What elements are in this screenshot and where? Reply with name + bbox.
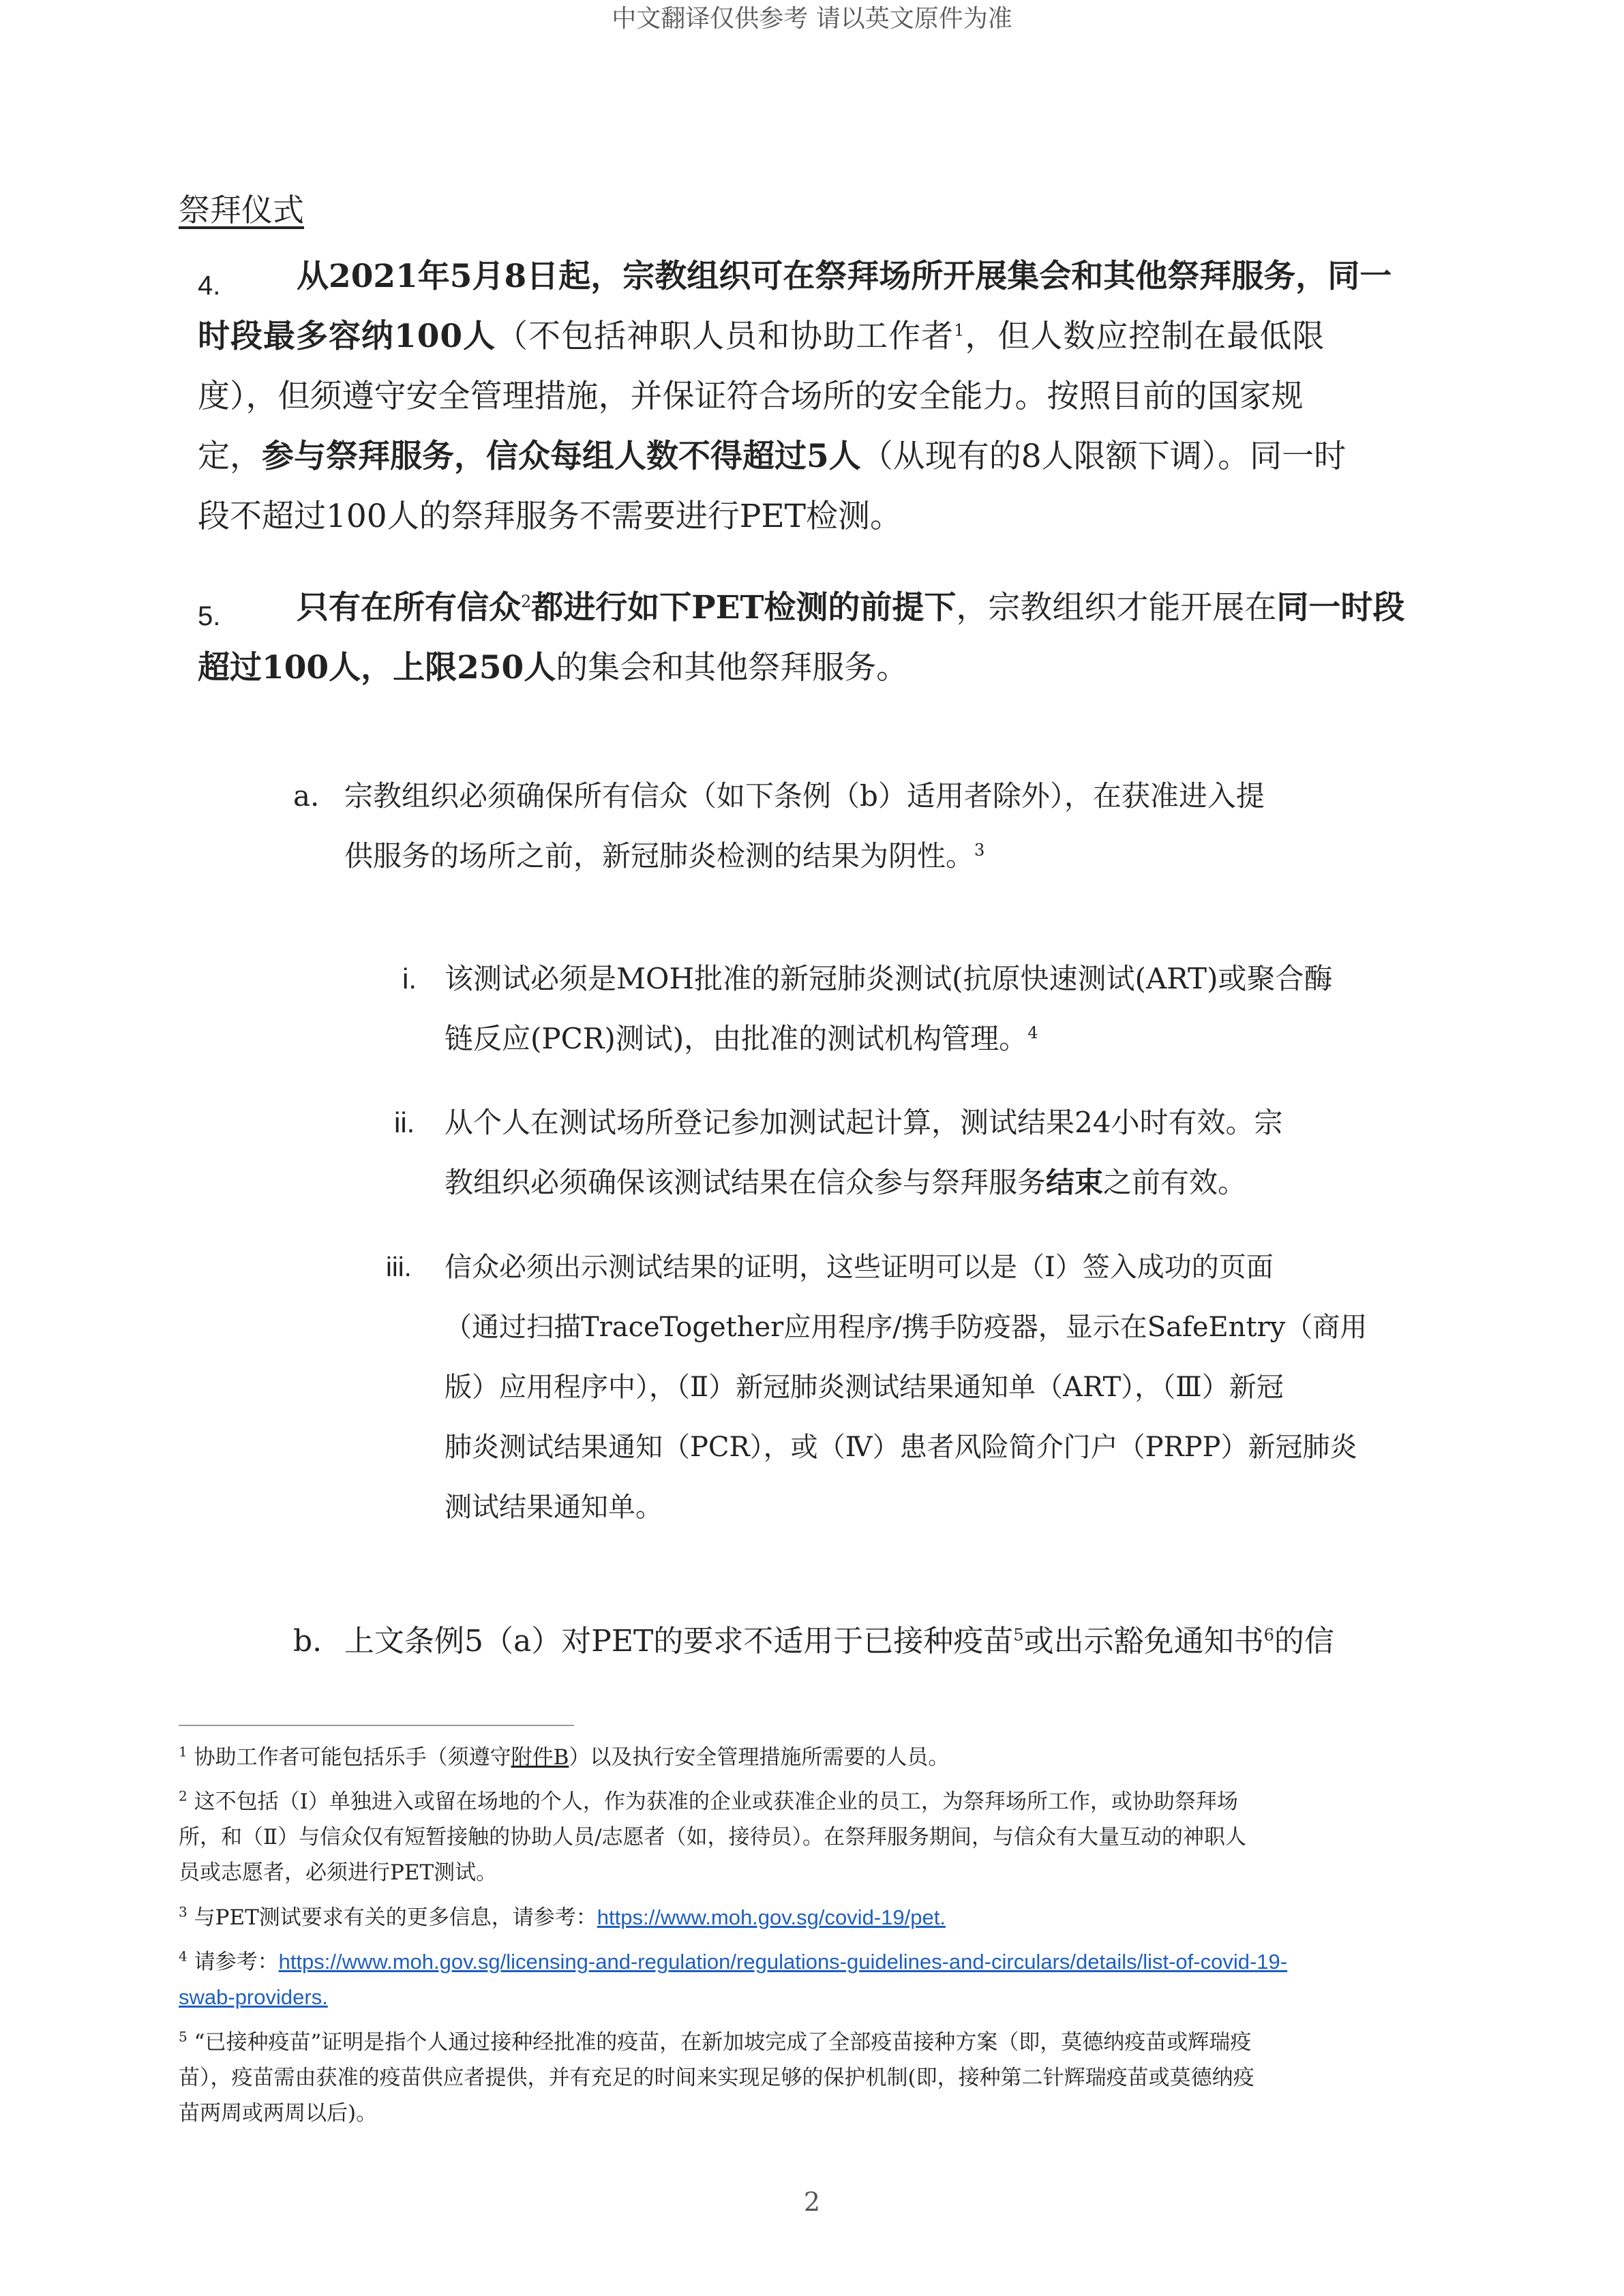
list-line: 教组织必须确保该测试结果在信众参与祭拜服务结束之前有效。 <box>445 1166 1247 1199</box>
paragraph-line: 定，参与祭拜服务，信众每组人数不得超过5人（从现有的8人限额下调）。同一时 <box>198 438 1347 475</box>
section-heading: 祭拜仪式 <box>179 192 304 228</box>
list-line: 上文条例5（a）对PET的要求不适用于已接种疫苗$^5$或出示豁免通知书$^6$的信 <box>344 1624 1334 1659</box>
list-label: i. <box>402 963 417 995</box>
list-label: a. <box>293 779 320 813</box>
paragraph-line: 超过100人，上限250人的集会和其他祭拜服务。 <box>198 649 909 686</box>
list-line: 供服务的场所之前，新冠肺炎检测的结果为阴性。$^3$ <box>344 839 985 873</box>
footnote-1: $^1$ 协助工作者可能包括乐手（须遵守附件B）以及执行安全管理措施所需要的人员。 <box>179 1743 950 1770</box>
page-header: 中文翻译仅供参考 请以英文原件为准 <box>612 5 1012 33</box>
list-line: 宗教组织必须确保所有信众（如下条例（b）适用者除外），在获准进入提 <box>344 779 1265 813</box>
list-label: b. <box>293 1624 322 1659</box>
paragraph-line: 度），但须遵守安全管理措施，并保证符合场所的安全能力。按照目前的国家规 <box>198 378 1304 415</box>
list-line: 肺炎测试结果通知（PCR），或（Ⅳ）患者风险简介门户（PRPP）新冠肺炎 <box>445 1432 1357 1463</box>
list-line: 信众必须出示测试结果的证明，这些证明可以是（Ⅰ）签入成功的页面 <box>445 1252 1274 1283</box>
list-line: 测试结果通知单。 <box>445 1492 663 1523</box>
footnote-ref: 3 <box>974 841 985 860</box>
paragraph-number: 4. <box>198 271 221 301</box>
footnote-ref: 2 <box>521 592 532 611</box>
footnote-4-line <box>179 1980 328 2015</box>
paragraph-number: 5. <box>198 601 221 631</box>
swab-providers-link[interactable]: https://www.moh.gov.sg/licensing-and-regulation/regulations-guidelines-and-circulars/details/list-of-covid-19- <box>278 1950 1288 1974</box>
list-label: ii. <box>394 1106 415 1138</box>
list-label: iii. <box>386 1252 412 1282</box>
paragraph-line: 只有在所有信众$^2$都进行如下PET检测的前提下，宗教组织才能开展在同一时段 <box>297 589 1405 626</box>
footnote-2: $^2$ 这不包括（Ⅰ）单独进入或留在场地的个人，作为获准的企业或获准企业的员工，为祭拜场所工作，或协助祭拜场 <box>179 1787 1238 1814</box>
footnote-2-line: 所，和（Ⅱ）与信众仅有短暂接触的协助人员/志愿者（如，接待员）。在祭拜服务期间，与信众有大量互动的神职人 <box>179 1825 1247 1849</box>
list-line: 该测试必须是MOH批准的新冠肺炎测试(抗原快速测试(ART)或聚合酶 <box>445 962 1333 995</box>
list-line: （通过扫描TraceTogether应用程序/携手防疫器，显示在SafeEntry（商用 <box>445 1312 1368 1343</box>
footnote-ref: 5 <box>1013 1625 1024 1645</box>
list-line: 链反应(PCR)测试)，由批准的测试机构管理。$^4$ <box>445 1022 1038 1055</box>
footnote-4: $^4$ 请参考：https://www.moh.gov.sg/licensing-and-regulation/regulations-guidelines-and-circulars/details/list-of-covid-19- <box>179 1948 1288 1974</box>
paragraph-line: 段不超过100人的祭拜服务不需要进行PET检测。 <box>198 498 902 535</box>
footnote-ref: 6 <box>1263 1625 1274 1645</box>
page-number: 2 <box>803 2187 821 2217</box>
list-line: 版）应用程序中），（Ⅱ）新冠肺炎测试结果通知单（ART），（Ⅲ）新冠 <box>445 1372 1284 1403</box>
footnote-3: $^3$ 与PET测试要求有关的更多信息，请参考：https://www.moh.gov.sg/covid-19/pet. <box>179 1903 946 1930</box>
footnote-5: $^5$ “已接种疫苗”证明是指个人通过接种经批准的疫苗，在新加坡完成了全部疫苗接种方案（即，莫德纳疫苗或辉瑞疫 <box>179 2028 1252 2055</box>
annex-b-link[interactable]: 附件B <box>511 1745 569 1770</box>
footnote-ref: 4 <box>1027 1023 1038 1042</box>
footnote-ref: 1 <box>954 320 965 340</box>
footnote-5-line: 苗两周或两周以后)。 <box>179 2101 378 2126</box>
footnote-5-line: 苗），疫苗需由获准的疫苗供应者提供，并有充足的时间来实现足够的保护机制(即，接种第二针辉瑞疫苗或莫德纳疫 <box>179 2066 1254 2090</box>
footnote-2-line: 员或志愿者，必须进行PET测试。 <box>179 1860 498 1885</box>
list-line: 从个人在测试场所登记参加测试起计算，测试结果24小时有效。宗 <box>445 1106 1283 1139</box>
pet-info-link[interactable]: https://www.moh.gov.sg/covid-19/pet. <box>597 1905 946 1929</box>
footnote-separator <box>179 1725 574 1726</box>
swab-providers-link-cont[interactable]: swab-providers. <box>179 1985 328 2009</box>
paragraph-line: 从2021年5月8日起，宗教组织可在祭拜场所开展集会和其他祭拜服务，同一 <box>297 258 1392 295</box>
paragraph-line: 时段最多容纳100人（不包括神职人员和协助工作者$^1$，但人数应控制在最低限 <box>198 318 1325 355</box>
